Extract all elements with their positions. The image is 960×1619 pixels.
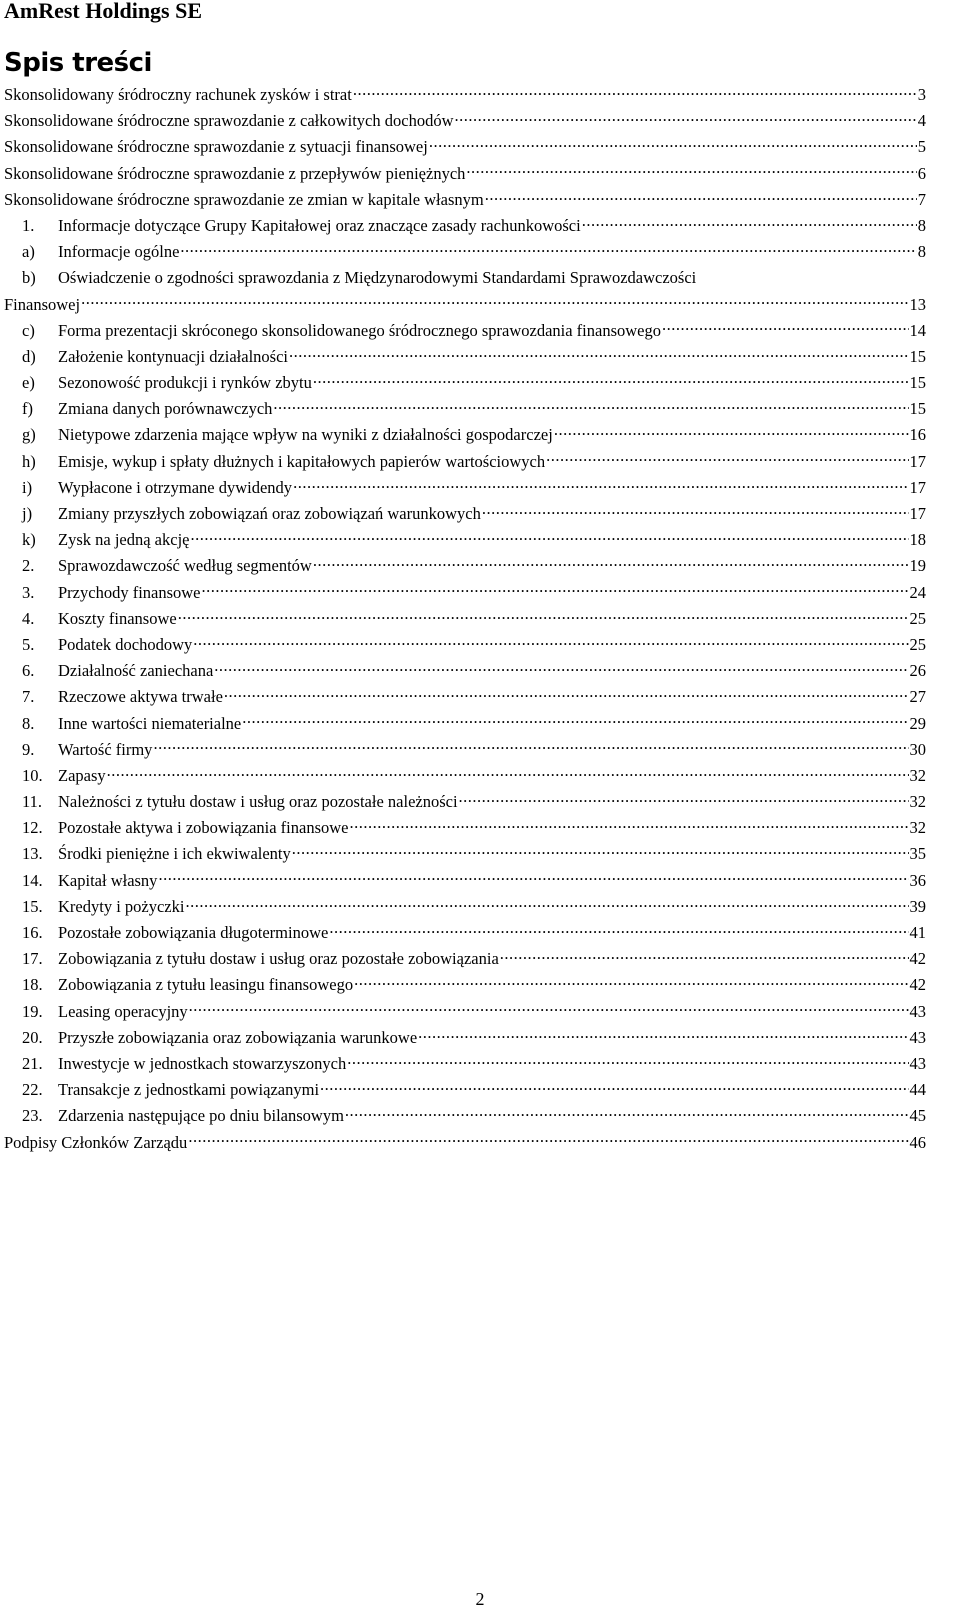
toc-entry-title: Wypłacone i otrzymane dywidendy [58,477,293,497]
toc-entry-title: Informacje dotyczące Grupy Kapitałowej oraz znaczące zasady rachunkowości [58,215,581,235]
dot-leader [354,974,908,991]
toc-entry-page: 15 [909,346,926,366]
toc-entry-number: b) [22,268,36,288]
toc-entry-number: 18. [22,975,43,995]
dot-leader [185,895,908,912]
toc-entry-title: Forma prezentacji skróconego skonsolidowanego śródrocznego sprawozdania finansowego [58,320,661,340]
toc-entry-title: Zapasy [58,765,106,785]
toc-entry-title: Należności z tytułu dostaw i usług oraz pozostałe należności [58,792,458,812]
toc-entry[interactable] [4,187,926,213]
toc-entry-title: Kredyty i pożyczki [58,896,185,916]
toc-entry[interactable] [4,999,926,1025]
table-of-contents [4,82,926,1156]
toc-entry-title: Rzeczowe aktywa trwałe [58,687,223,707]
toc-entry[interactable] [4,1077,926,1103]
dot-leader [329,922,908,939]
toc-entry-number: a) [22,242,35,262]
toc-entry-number: 9. [22,739,35,759]
toc-entry-title: Emisje, wykup i spłaty dłużnych i kapitałowych papierów wartościowych [58,451,546,471]
toc-entry-number: j) [22,504,33,523]
toc-entry-page: 8 [917,215,926,235]
toc-entry-number: 17. [22,949,43,969]
toc-entry[interactable] [4,606,926,632]
toc-entry-page: 32 [909,818,926,838]
dot-leader [466,162,916,179]
toc-entry[interactable] [4,213,926,239]
toc-entry-number: 5. [22,634,35,654]
toc-entry[interactable] [4,815,926,841]
dot-leader [178,607,909,624]
toc-entry-page: 15 [909,399,926,419]
toc-entry[interactable] [4,1103,926,1129]
dot-leader [292,843,909,860]
toc-entry-title: Pozostałe zobowiązania długoterminowe [58,923,329,942]
dot-leader [349,817,908,834]
dot-leader [214,660,908,677]
toc-entry-page: 25 [909,634,926,654]
toc-entry-page: 3 [917,85,926,104]
toc-entry[interactable] [4,972,926,998]
toc-entry-number: 8. [22,713,35,733]
toc-entry-number: 10. [22,765,43,785]
dot-leader [582,214,917,231]
toc-entry-page: 44 [909,1080,926,1100]
toc-entry-title: Skonsolidowany śródroczny rachunek zysków i strat [4,85,352,104]
dot-leader [546,450,908,467]
toc-entry-page: 35 [909,844,926,864]
dot-leader [224,686,909,703]
toc-entry-number: f) [22,399,33,419]
toc-entry[interactable] [4,580,926,606]
toc-entry[interactable] [4,946,926,972]
toc-entry-number: 6. [22,661,35,681]
toc-entry-title: Wartość firmy [58,739,153,759]
toc-entry[interactable] [4,763,926,789]
toc-entry-number: 4. [22,608,35,628]
toc-entry-title: Założenie kontynuacji działalności [58,346,288,366]
toc-entry-page: 13 [909,294,926,314]
dot-leader [293,476,908,493]
toc-entry[interactable] [4,501,926,527]
toc-entry-page: 43 [909,1001,926,1021]
dot-leader [662,319,909,336]
dot-leader [158,869,908,886]
dot-leader [189,1000,909,1017]
dot-leader [485,188,917,205]
toc-entry-title: Zobowiązania z tytułu leasingu finansowego [58,975,354,995]
toc-entry-title: Przyszłe zobowiązania oraz zobowiązania warunkowe [58,1027,418,1047]
toc-heading: Spis treści [4,48,152,78]
toc-entry[interactable] [4,737,926,763]
toc-entry-title: Działalność zaniechana [58,661,214,681]
toc-entry-title: Skonsolidowane śródroczne sprawozdanie z sytuacji finansowej [4,137,428,157]
toc-entry[interactable] [4,1051,926,1077]
dot-leader [347,1052,908,1069]
toc-entry[interactable] [4,527,926,553]
dot-leader [190,529,908,546]
toc-entry-title: Kapitał własny [58,870,158,890]
toc-entry-number: 1. [22,215,35,235]
toc-entry-number: h) [22,451,36,471]
toc-entry[interactable] [4,344,926,370]
toc-entry-page: 16 [909,425,926,445]
dot-leader [242,712,908,729]
toc-entry[interactable] [4,134,926,160]
toc-entry[interactable] [4,396,926,422]
toc-entry-number: 7. [22,687,35,707]
dot-leader [313,555,909,572]
toc-entry-number: 23. [22,1106,43,1126]
dot-leader [180,241,916,258]
company-header: AmRest Holdings SE [4,0,203,23]
toc-entry[interactable] [4,265,926,317]
toc-entry-title: Zysk na jedną akcję [58,530,190,550]
toc-entry-page: 42 [909,949,926,969]
toc-entry-page: 39 [909,896,926,916]
toc-entry[interactable] [4,82,926,108]
toc-entry[interactable] [4,108,926,134]
toc-entry-title: Leasing operacyjny [58,1001,188,1021]
toc-entry-title: Nietypowe zdarzenia mające wpływ na wyniki z działalności gospodarczej [58,425,553,445]
dot-leader [107,764,909,781]
toc-entry-page: 18 [909,530,926,550]
toc-entry-number: 14. [22,870,43,890]
toc-entry[interactable] [4,239,926,265]
dot-leader [188,1131,908,1148]
toc-entry-title: Podpisy Członków Zarządu [4,1132,188,1152]
dot-leader [500,948,909,965]
toc-entry-number: 11. [22,792,43,812]
toc-entry-title: Zmiany przyszłych zobowiązań oraz zobowiązań warunkowych [58,504,481,523]
toc-entry-title: Zdarzenia następujące po dniu bilansowym [58,1106,344,1126]
toc-entry-title: Środki pieniężne i ich ekwiwalenty [58,844,291,864]
dot-leader [81,293,908,310]
toc-entry-number: 21. [22,1053,43,1073]
toc-entry[interactable] [4,920,926,946]
toc-entry-title: Informacje ogólne [58,242,180,262]
toc-entry-title: Oświadczenie o zgodności sprawozdania z Międzynarodowymi Standardami Sprawozdawczości [58,268,697,288]
toc-entry-title: Przychody finansowe [58,582,201,602]
toc-entry-title: Inne wartości niematerialne [58,713,242,733]
toc-entry-title: Skonsolidowane śródroczne sprawozdanie z całkowitych dochodów [4,111,454,131]
toc-entry[interactable] [4,632,926,658]
toc-entry-number: 15. [22,896,43,916]
toc-entry-page: 5 [917,137,926,157]
toc-entry-page: 17 [909,451,926,471]
toc-entry-page: 32 [909,765,926,785]
dot-leader [289,345,909,362]
dot-leader [153,738,908,755]
toc-entry-title: Inwestycje w jednostkach stowarzyszonych [58,1053,347,1073]
dot-leader [320,1079,908,1096]
dot-leader [345,1105,909,1122]
page-number: 2 [475,1589,485,1609]
toc-entry-title: Skonsolidowane śródroczne sprawozdanie ze zmian w kapitale własnym [4,189,484,209]
toc-entry-title: Skonsolidowane śródroczne sprawozdanie z przepływów pieniężnych [4,163,466,183]
toc-entry-number: 20. [22,1027,43,1047]
toc-entry[interactable] [4,841,926,867]
toc-entry-title: Sprawozdawczość według segmentów [58,556,312,576]
dot-leader [429,136,917,153]
toc-entry-page: 26 [909,661,926,681]
toc-entry-title: Zobowiązania z tytułu dostaw i usług oraz pozostałe zobowiązania [58,949,499,969]
dot-leader [353,84,917,101]
dot-leader [313,372,909,389]
toc-entry-number: 13. [22,844,43,864]
toc-entry-page: 6 [917,163,926,183]
toc-entry[interactable] [4,161,926,187]
toc-entry-page: 41 [909,923,926,942]
toc-entry-page: 42 [909,975,926,995]
dot-leader [459,791,909,808]
toc-entry[interactable] [4,475,926,501]
toc-entry-page: 19 [909,556,926,576]
toc-entry-page: 25 [909,608,926,628]
toc-entry-page: 29 [909,713,926,733]
toc-entry[interactable] [4,711,926,737]
toc-entry[interactable] [4,789,926,815]
toc-entry-page: 7 [917,189,926,209]
toc-entry-page: 24 [909,582,926,602]
toc-entry[interactable] [4,553,926,579]
toc-entry-page: 43 [909,1053,926,1073]
dot-leader [193,633,908,650]
toc-entry-number: 2. [22,556,35,576]
toc-entry[interactable] [4,1130,926,1156]
toc-entry-page: 15 [909,373,926,393]
toc-entry-number: 3. [22,582,35,602]
toc-entry-page: 43 [909,1027,926,1047]
toc-entry-page: 32 [909,792,926,812]
dot-leader [273,398,908,415]
toc-entry-number: 22. [22,1080,43,1100]
toc-entry-page: 36 [909,870,926,890]
dot-leader [418,1026,908,1043]
toc-entry-page: 27 [909,687,926,707]
toc-entry-title: Pozostałe aktywa i zobowiązania finansowe [58,818,349,838]
toc-entry-title: Podatek dochodowy [58,634,193,654]
toc-entry-page: 45 [909,1106,926,1126]
toc-entry-page: 30 [909,739,926,759]
toc-entry-page: 4 [917,111,926,131]
dot-leader [554,424,909,441]
toc-entry[interactable] [4,658,926,684]
toc-entry-number: 19. [22,1001,43,1021]
toc-entry-title: Sezonowość produkcji i rynków zbytu [58,373,312,393]
toc-entry-number: 12. [22,818,43,838]
toc-entry-number: e) [22,373,35,393]
dot-leader [455,110,917,127]
toc-entry-page: 17 [909,504,926,523]
toc-entry-page: 17 [909,477,926,497]
toc-entry[interactable] [4,868,926,894]
toc-entry[interactable] [4,894,926,920]
toc-entry-number: d) [22,346,36,366]
toc-entry[interactable] [4,449,926,475]
toc-entry-title: Zmiana danych porównawczych [58,399,273,419]
toc-entry-title-continuation: Finansowej [4,294,81,314]
toc-entry-number: i) [22,477,33,497]
toc-entry[interactable] [4,684,926,710]
toc-entry-title: Koszty finansowe [58,608,177,628]
toc-entry-number: k) [22,530,36,550]
toc-entry[interactable] [4,370,926,396]
toc-entry[interactable] [4,422,926,448]
toc-entry-page: 8 [917,242,926,262]
toc-entry-number: g) [22,425,36,445]
dot-leader [202,581,909,598]
toc-entry-number: 16. [22,923,43,942]
dot-leader [482,503,909,520]
toc-entry-page: 46 [909,1132,926,1152]
toc-entry[interactable] [4,1025,926,1051]
toc-entry[interactable] [4,318,926,344]
toc-entry-number: c) [22,320,35,340]
toc-entry-title: Transakcje z jednostkami powiązanymi [58,1080,320,1100]
toc-entry-page: 14 [909,320,926,340]
